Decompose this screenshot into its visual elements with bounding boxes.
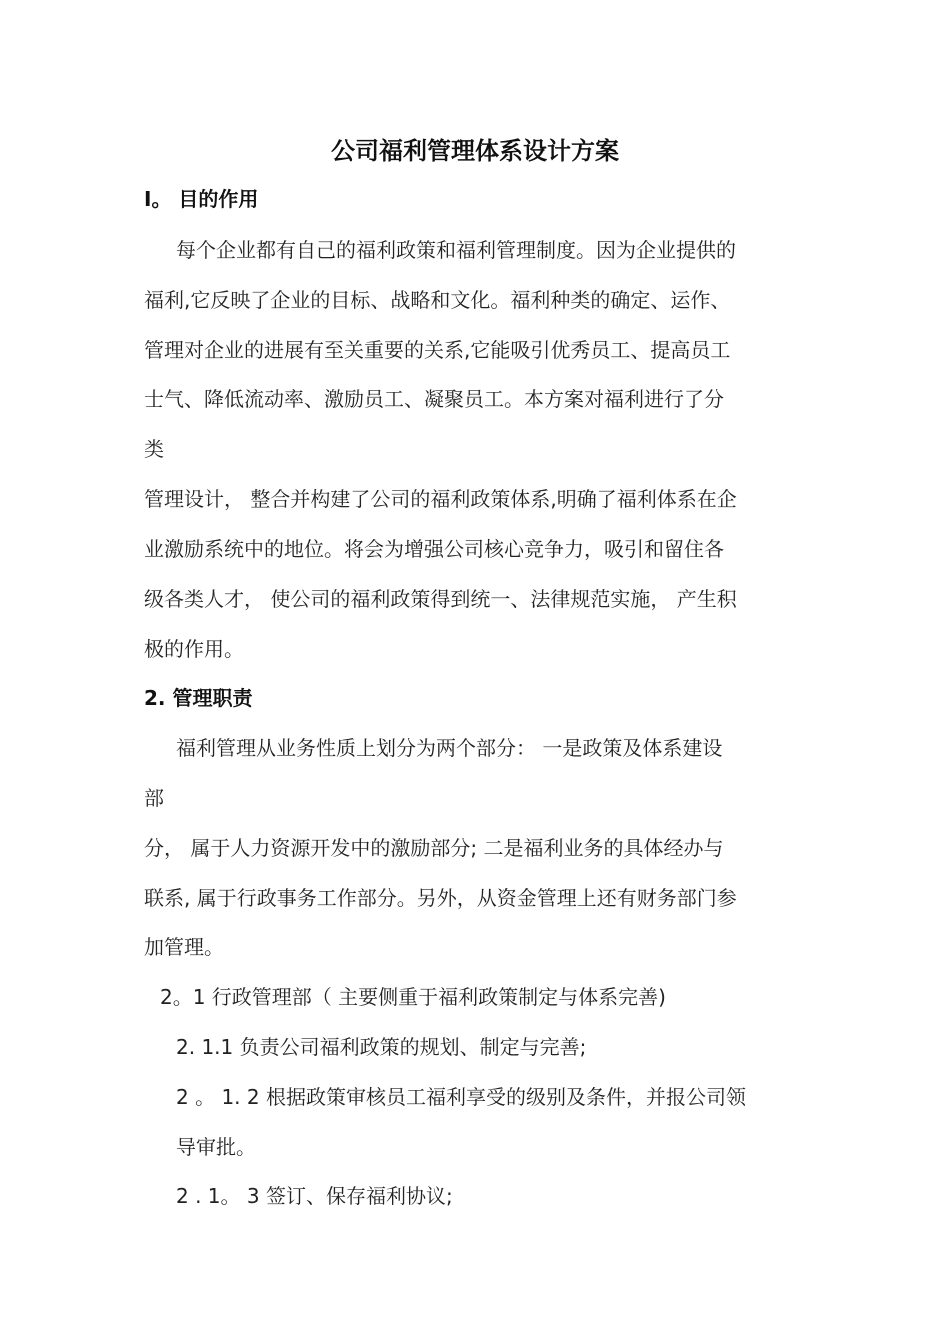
section-1-line-1: 每个企业都有自己的福利政策和福利管理制度。因为企业提供的 <box>176 238 736 262</box>
section-2-line-5: 加管理。 <box>144 935 224 959</box>
section-2-line-1: 福利管理从业务性质上划分为两个部分： 一是政策及体系建设 <box>176 736 723 760</box>
section-1-line-6: 管理设计， 整合并构建了公司的福利政策体系,明确了福利体系在企 <box>144 487 737 511</box>
section-1-line-9: 极的作用。 <box>144 637 244 661</box>
section-2-line-3: 分， 属于人力资源开发中的激励部分; 二是福利业务的具体经办与 <box>144 836 724 860</box>
section-1-line-4: 士气、降低流动率、激励员工、凝聚员工。本方案对福利进行了分 <box>144 387 724 411</box>
section-1-line-2: 福利,它反映了企业的目标、战略和文化。福利种类的确定、运作、 <box>144 288 731 312</box>
sub-item-2-continued: 导审批。 <box>176 1135 256 1159</box>
sub-item-1: 2. 1.1 负责公司福利政策的规划、制定与完善; <box>176 1035 587 1059</box>
section-2-line-2: 部 <box>144 786 164 810</box>
section-1-line-7: 业激励系统中的地位。将会为增强公司核心竞争力，吸引和留住各 <box>144 537 724 561</box>
section-2-heading: 2. 管理职责 <box>144 686 253 710</box>
document-title: 公司福利管理体系设计方案 <box>331 137 619 165</box>
sub-item-3: 2 . 1。 3 签订、保存福利协议; <box>176 1184 453 1208</box>
sub-item-2: 2 。 1. 2 根据政策审核员工福利享受的级别及条件，并报公司领 <box>176 1085 746 1109</box>
section-2-line-4: 联系, 属于行政事务工作部分。另外，从资金管理上还有财务部门参 <box>144 886 737 910</box>
section-1-line-5: 类 <box>144 437 164 461</box>
section-1-heading: I。 目的作用 <box>144 187 259 211</box>
sub-section-heading: 2。1 行政管理部（ 主要侧重于福利政策制定与体系完善) <box>160 985 666 1009</box>
section-1-line-8: 级各类人才， 使公司的福利政策得到统一、法律规范实施， 产生积 <box>144 587 737 611</box>
section-1-line-3: 管理对企业的进展有至关重要的关系,它能吸引优秀员工、提高员工 <box>144 338 731 362</box>
